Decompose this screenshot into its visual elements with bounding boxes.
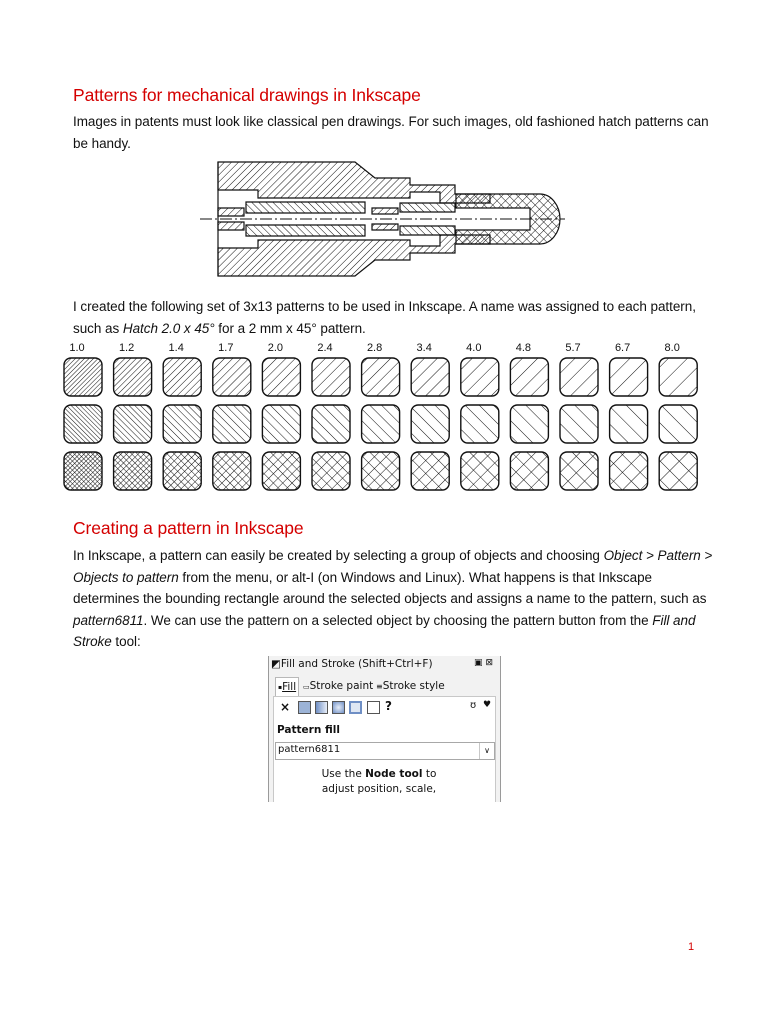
hatch-pattern-swatch (262, 358, 300, 396)
hatch-pattern-swatch (659, 452, 697, 490)
hatch-pattern-swatch (659, 358, 697, 396)
hatch-pattern-swatch (461, 452, 499, 490)
hatch-pattern-swatch (560, 452, 598, 490)
hatch-pattern-swatch (64, 452, 102, 490)
hatch-pattern-swatch (213, 358, 251, 396)
section-title-patterns: Patterns for mechanical drawings in Inkscape (73, 85, 421, 105)
hatch-pattern-swatch (610, 452, 648, 490)
creating-text-2: from the menu, or alt-I (on Windows and Linux). What happens is that Inkscape determines the bounding rectangle around the selected objects and assigns a name to the pattern, such as (73, 569, 707, 606)
stroke-style-icon: ≡ (376, 682, 383, 691)
page-number: 1 (688, 941, 695, 953)
hatch-pattern-swatch (362, 452, 400, 490)
hatch-spacing-label: 5.7 (565, 342, 581, 354)
pattern-select-value: pattern6811 (278, 744, 341, 755)
hatch-pattern-swatch (362, 405, 400, 443)
hatch-pattern-swatch (510, 358, 548, 396)
hint-text-a: Use the (321, 768, 366, 780)
hatch-pattern-grid (63, 357, 703, 493)
flat-color-button[interactable] (298, 701, 311, 714)
hatch-pattern-swatch (114, 405, 152, 443)
mechanical-drawing (200, 158, 570, 283)
hatch-pattern-swatch (659, 405, 697, 443)
tab-stroke-paint[interactable] (301, 677, 375, 696)
chevron-down-icon[interactable]: ∨ (479, 743, 494, 759)
creating-text-4: tool: (111, 634, 141, 649)
dialog-window-buttons (474, 658, 496, 668)
node-tool-hint (289, 767, 469, 797)
hatch-pattern-swatch (114, 452, 152, 490)
hatch-spacing-label: 4.8 (515, 342, 532, 354)
close-icon[interactable]: ⊠ (485, 658, 496, 668)
hatch-pattern-swatch (411, 358, 449, 396)
patterns-text-b: for a 2 mm x 45° pattern. (214, 320, 366, 336)
hatch-pattern-swatch (610, 358, 648, 396)
hatch-spacing-label: 3.4 (416, 342, 432, 354)
hatch-pattern-swatch (64, 358, 102, 396)
creating-text-3: . We can use the pattern on a selected object by choosing the pattern button from the (143, 612, 653, 628)
radial-gradient-button[interactable] (332, 701, 345, 714)
hatch-spacing-label: 2.4 (317, 342, 333, 354)
hatch-spacing-label: 8.0 (664, 342, 680, 354)
hatch-pattern-swatch (461, 358, 499, 396)
hatch-pattern-swatch (560, 405, 598, 443)
hatch-pattern-swatch (610, 405, 648, 443)
hatch-pattern-swatch (362, 358, 400, 396)
hatch-pattern-swatch (411, 405, 449, 443)
hatch-pattern-swatch (64, 405, 102, 443)
hatch-pattern-swatch (560, 358, 598, 396)
hatch-pattern-swatch (461, 405, 499, 443)
hint-node-tool: Node tool (365, 768, 423, 780)
hatch-spacing-label: 6.7 (614, 342, 631, 354)
swatch-button[interactable] (367, 701, 380, 714)
tab-stroke-style-label: Stroke style (382, 680, 445, 692)
hatch-pattern-swatch (510, 452, 548, 490)
patterns-paragraph (73, 296, 713, 339)
hatch-pattern-swatch (262, 452, 300, 490)
hatch-pattern-swatch (114, 358, 152, 396)
stroke-paint-icon: ▭ (303, 683, 310, 691)
hatch-spacing-label: 4.0 (466, 342, 482, 354)
tab-stroke-style[interactable] (374, 677, 447, 696)
tab-stroke-paint-label: Stroke paint (309, 680, 374, 692)
hatch-pattern-swatch (163, 405, 201, 443)
intro-paragraph: Images in patents must look like classical pen drawings. For such images, old fashioned hatch patterns can be handy. (73, 114, 709, 151)
pattern-select[interactable] (275, 742, 495, 760)
dialog-tabs (271, 677, 500, 697)
hatch-spacing-labels (60, 342, 710, 358)
unset-paint-button[interactable]: ? (385, 699, 392, 713)
fill-tab-icon: ▪ (278, 684, 283, 691)
hatch-pattern-swatch (213, 452, 251, 490)
hatch-pattern-swatch (262, 405, 300, 443)
creating-paragraph (73, 545, 713, 653)
hatch-pattern-swatch (411, 452, 449, 490)
hatch-pattern-swatch (163, 452, 201, 490)
pattern-button[interactable] (349, 701, 362, 714)
tab-fill[interactable] (275, 677, 299, 697)
hatch-spacing-label: 1.4 (168, 342, 184, 354)
hatch-spacing-label: 2.8 (366, 342, 383, 354)
linear-gradient-button[interactable] (315, 701, 328, 714)
pattern-name: pattern6811 (73, 612, 144, 628)
dialog-title-text: Fill and Stroke (Shift+Ctrl+F) (280, 658, 433, 670)
patterns-text-a: I created the following set of 3x13 patterns to be used in Inkscape. A name was assigned to each pattern, such as (73, 299, 696, 336)
no-paint-button[interactable]: × (280, 700, 291, 714)
creating-text-1: In Inkscape, a pattern can easily be created by selecting a group of objects and choosing (73, 548, 604, 563)
hatch-pattern-swatch (312, 358, 350, 396)
hatch-pattern-swatch (213, 405, 251, 443)
fill-rule-evenodd-icon[interactable]: ʊ (470, 700, 477, 711)
dialog-title (271, 658, 433, 670)
hatch-spacing-label: 1.7 (218, 342, 234, 354)
hatch-spacing-label: 2.0 (267, 342, 284, 354)
hint-text-b: to (422, 768, 437, 780)
pattern-fill-heading: Pattern fill (277, 724, 340, 736)
fill-stroke-dialog (268, 656, 501, 802)
brush-icon: ◩ (271, 658, 281, 670)
tool-name: Fill and Stroke (73, 612, 696, 649)
tab-fill-label: Fill (282, 681, 297, 693)
hatch-pattern-swatch (510, 405, 548, 443)
section-title-creating: Creating a pattern in Inkscape (73, 518, 304, 538)
hatch-spacing-label: 1.0 (69, 342, 85, 354)
hatch-pattern-swatch (312, 405, 350, 443)
menu-path: Object > Pattern > Objects to pattern (73, 548, 713, 585)
hatch-pattern-swatch (312, 452, 350, 490)
patterns-example-name: Hatch 2.0 x 45° (122, 320, 215, 336)
restore-icon[interactable]: ▣ (473, 658, 486, 668)
hatch-pattern-swatch (163, 358, 201, 396)
fill-rule-nonzero-icon[interactable]: ♥ (483, 700, 492, 710)
hint-line-2: adjust position, scale, (321, 783, 437, 795)
hatch-spacing-label: 1.2 (118, 342, 135, 354)
